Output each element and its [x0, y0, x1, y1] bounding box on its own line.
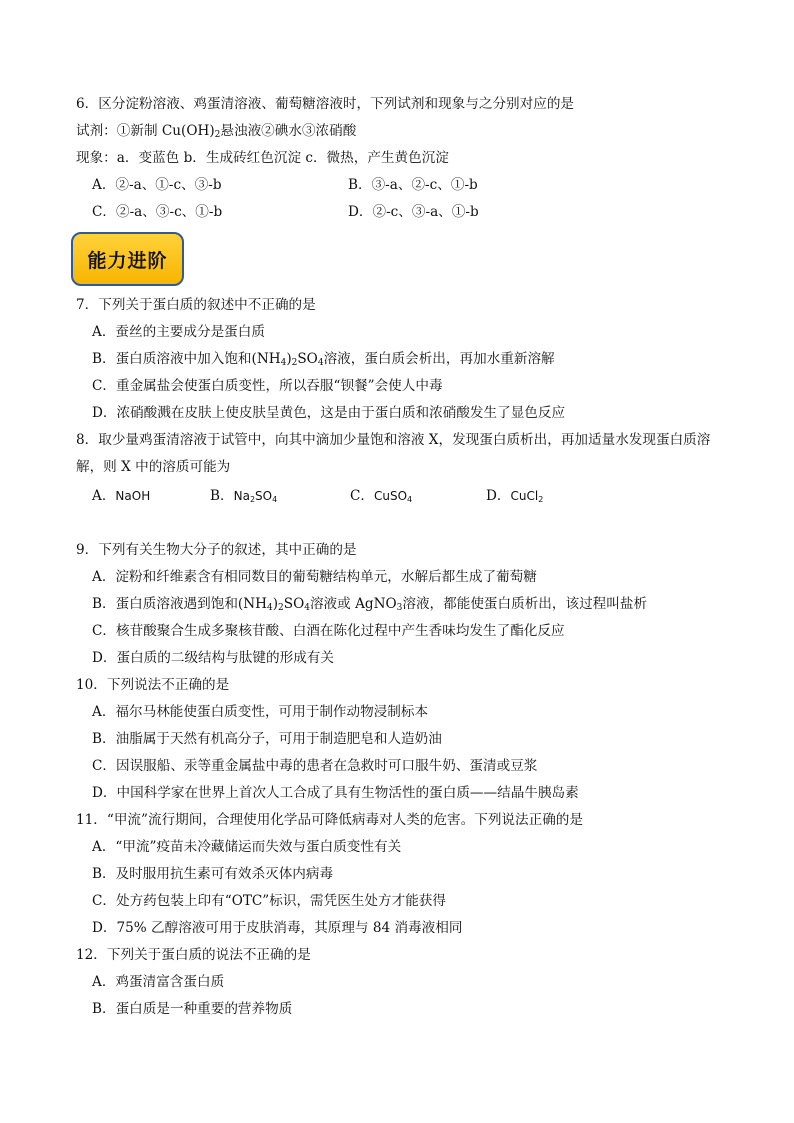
q9-option-b[interactable]: B．蛋白质溶液遇到饱和$(NH_4)_2SO_4$溶液或 AgNO$_3$溶液，都能使蛋白质析出，该过程叫盐析 — [92, 596, 648, 613]
q10-option-c[interactable]: C．因误服船、汞等重金属盐中毒的患者在急救时可口服牛奶、蛋清或豆浆 — [92, 758, 538, 774]
q11-option-b[interactable]: B．及时服用抗生素可有效杀灭体内病毒 — [92, 866, 334, 882]
q8-option-d[interactable]: D．CuCl$_2$ — [486, 488, 544, 504]
q11-option-c[interactable]: C．处方药包装上印有“OTC”标识，需凭医生处方才能获得 — [92, 893, 446, 909]
section-badge: 能力进阶 — [71, 232, 184, 286]
q7-option-b[interactable]: B．蛋白质溶液中加入饱和$(NH_4)_2SO_4$溶液，蛋白质会析出，再加水重新溶解 — [92, 351, 555, 368]
q7-option-d[interactable]: D．浓硝酸溅在皮肤上使皮肤呈黄色，这是由于蛋白质和浓硝酸发生了显色反应 — [92, 405, 566, 421]
q12-option-b[interactable]: B．蛋白质是一种重要的营养物质 — [92, 1001, 293, 1017]
q12-option-a[interactable]: A．鸡蛋清富含蛋白质 — [92, 974, 225, 990]
q7-stem: 7．下列关于蛋白质的叙述中不正确的是 — [76, 297, 316, 313]
q6-phenomena: 现象：a．变蓝色 b．生成砖红色沉淀 c．微热，产生黄色沉淀 — [76, 150, 449, 166]
q6-option-c[interactable]: C．②-a、③-c、①-b — [92, 204, 223, 220]
q10-option-a[interactable]: A．福尔马林能使蛋白质变性，可用于制作动物浸制标本 — [92, 704, 429, 720]
q10-option-d[interactable]: D．中国科学家在世界上首次人工合成了具有生物活性的蛋白质——结晶牛胰岛素 — [92, 785, 579, 801]
q9-option-a[interactable]: A．淀粉和纤维素含有相同数目的葡萄糖结构单元，水解后都生成了葡萄糖 — [92, 569, 537, 585]
q8-option-c[interactable]: C．CuSO$_4$ — [350, 488, 413, 504]
q11-stem: 11．“甲流”流行期间，合理使用化学品可降低病毒对人类的危害。下列说法正确的是 — [76, 812, 583, 828]
q7-option-c[interactable]: C．重金属盐会使蛋白质变性，所以吞服“钡餐”会使人中毒 — [92, 378, 443, 394]
q7-option-a[interactable]: A．蚕丝的主要成分是蛋白质 — [92, 324, 265, 340]
q9-option-c[interactable]: C．核苷酸聚合生成多聚核苷酸、白酒在陈化过程中产生香味均发生了酯化反应 — [92, 623, 565, 639]
q6-option-d[interactable]: D．②-c、③-a、①-b — [348, 204, 479, 220]
q12-stem: 12．下列关于蛋白质的说法不正确的是 — [76, 947, 311, 963]
q11-option-a[interactable]: A．“甲流”疫苗未冷藏储运而失效与蛋白质变性有关 — [92, 839, 402, 855]
q9-option-d[interactable]: D．蛋白质的二级结构与肽键的形成有关 — [92, 650, 334, 666]
q9-stem: 9．下列有关生物大分子的叙述，其中正确的是 — [76, 542, 357, 558]
q10-option-b[interactable]: B．油脂属于天然有机高分子，可用于制造肥皂和人造奶油 — [92, 731, 442, 747]
q6-reagents: 试剂：①新制 $Cu(OH)_2$悬浊液②碘水③浓硝酸 — [76, 123, 357, 140]
q8-option-b[interactable]: B．$Na_2SO_4$ — [210, 488, 278, 504]
q6-option-b[interactable]: B．③-a、②-c、①-b — [348, 177, 478, 193]
q11-option-d[interactable]: D．75% 乙醇溶液可用于皮肤消毒，其原理与 84 消毒液相同 — [92, 920, 463, 936]
q8-stem-line2: 解，则 X 中的溶质可能为 — [76, 459, 231, 475]
q6-stem: 6．区分淀粉溶液、鸡蛋清溶液、葡萄糖溶液时，下列试剂和现象与之分别对应的是 — [76, 96, 575, 112]
q6-option-a[interactable]: A．②-a、①-c、③-b — [92, 177, 222, 193]
q8-stem-line1: 8．取少量鸡蛋清溶液于试管中，向其中滴加少量饱和溶液 X，发现蛋白质析出，再加适量水发现蛋白质溶 — [76, 432, 711, 448]
q8-option-a[interactable]: A．NaOH — [92, 488, 151, 504]
q10-stem: 10．下列说法不正确的是 — [76, 677, 230, 693]
